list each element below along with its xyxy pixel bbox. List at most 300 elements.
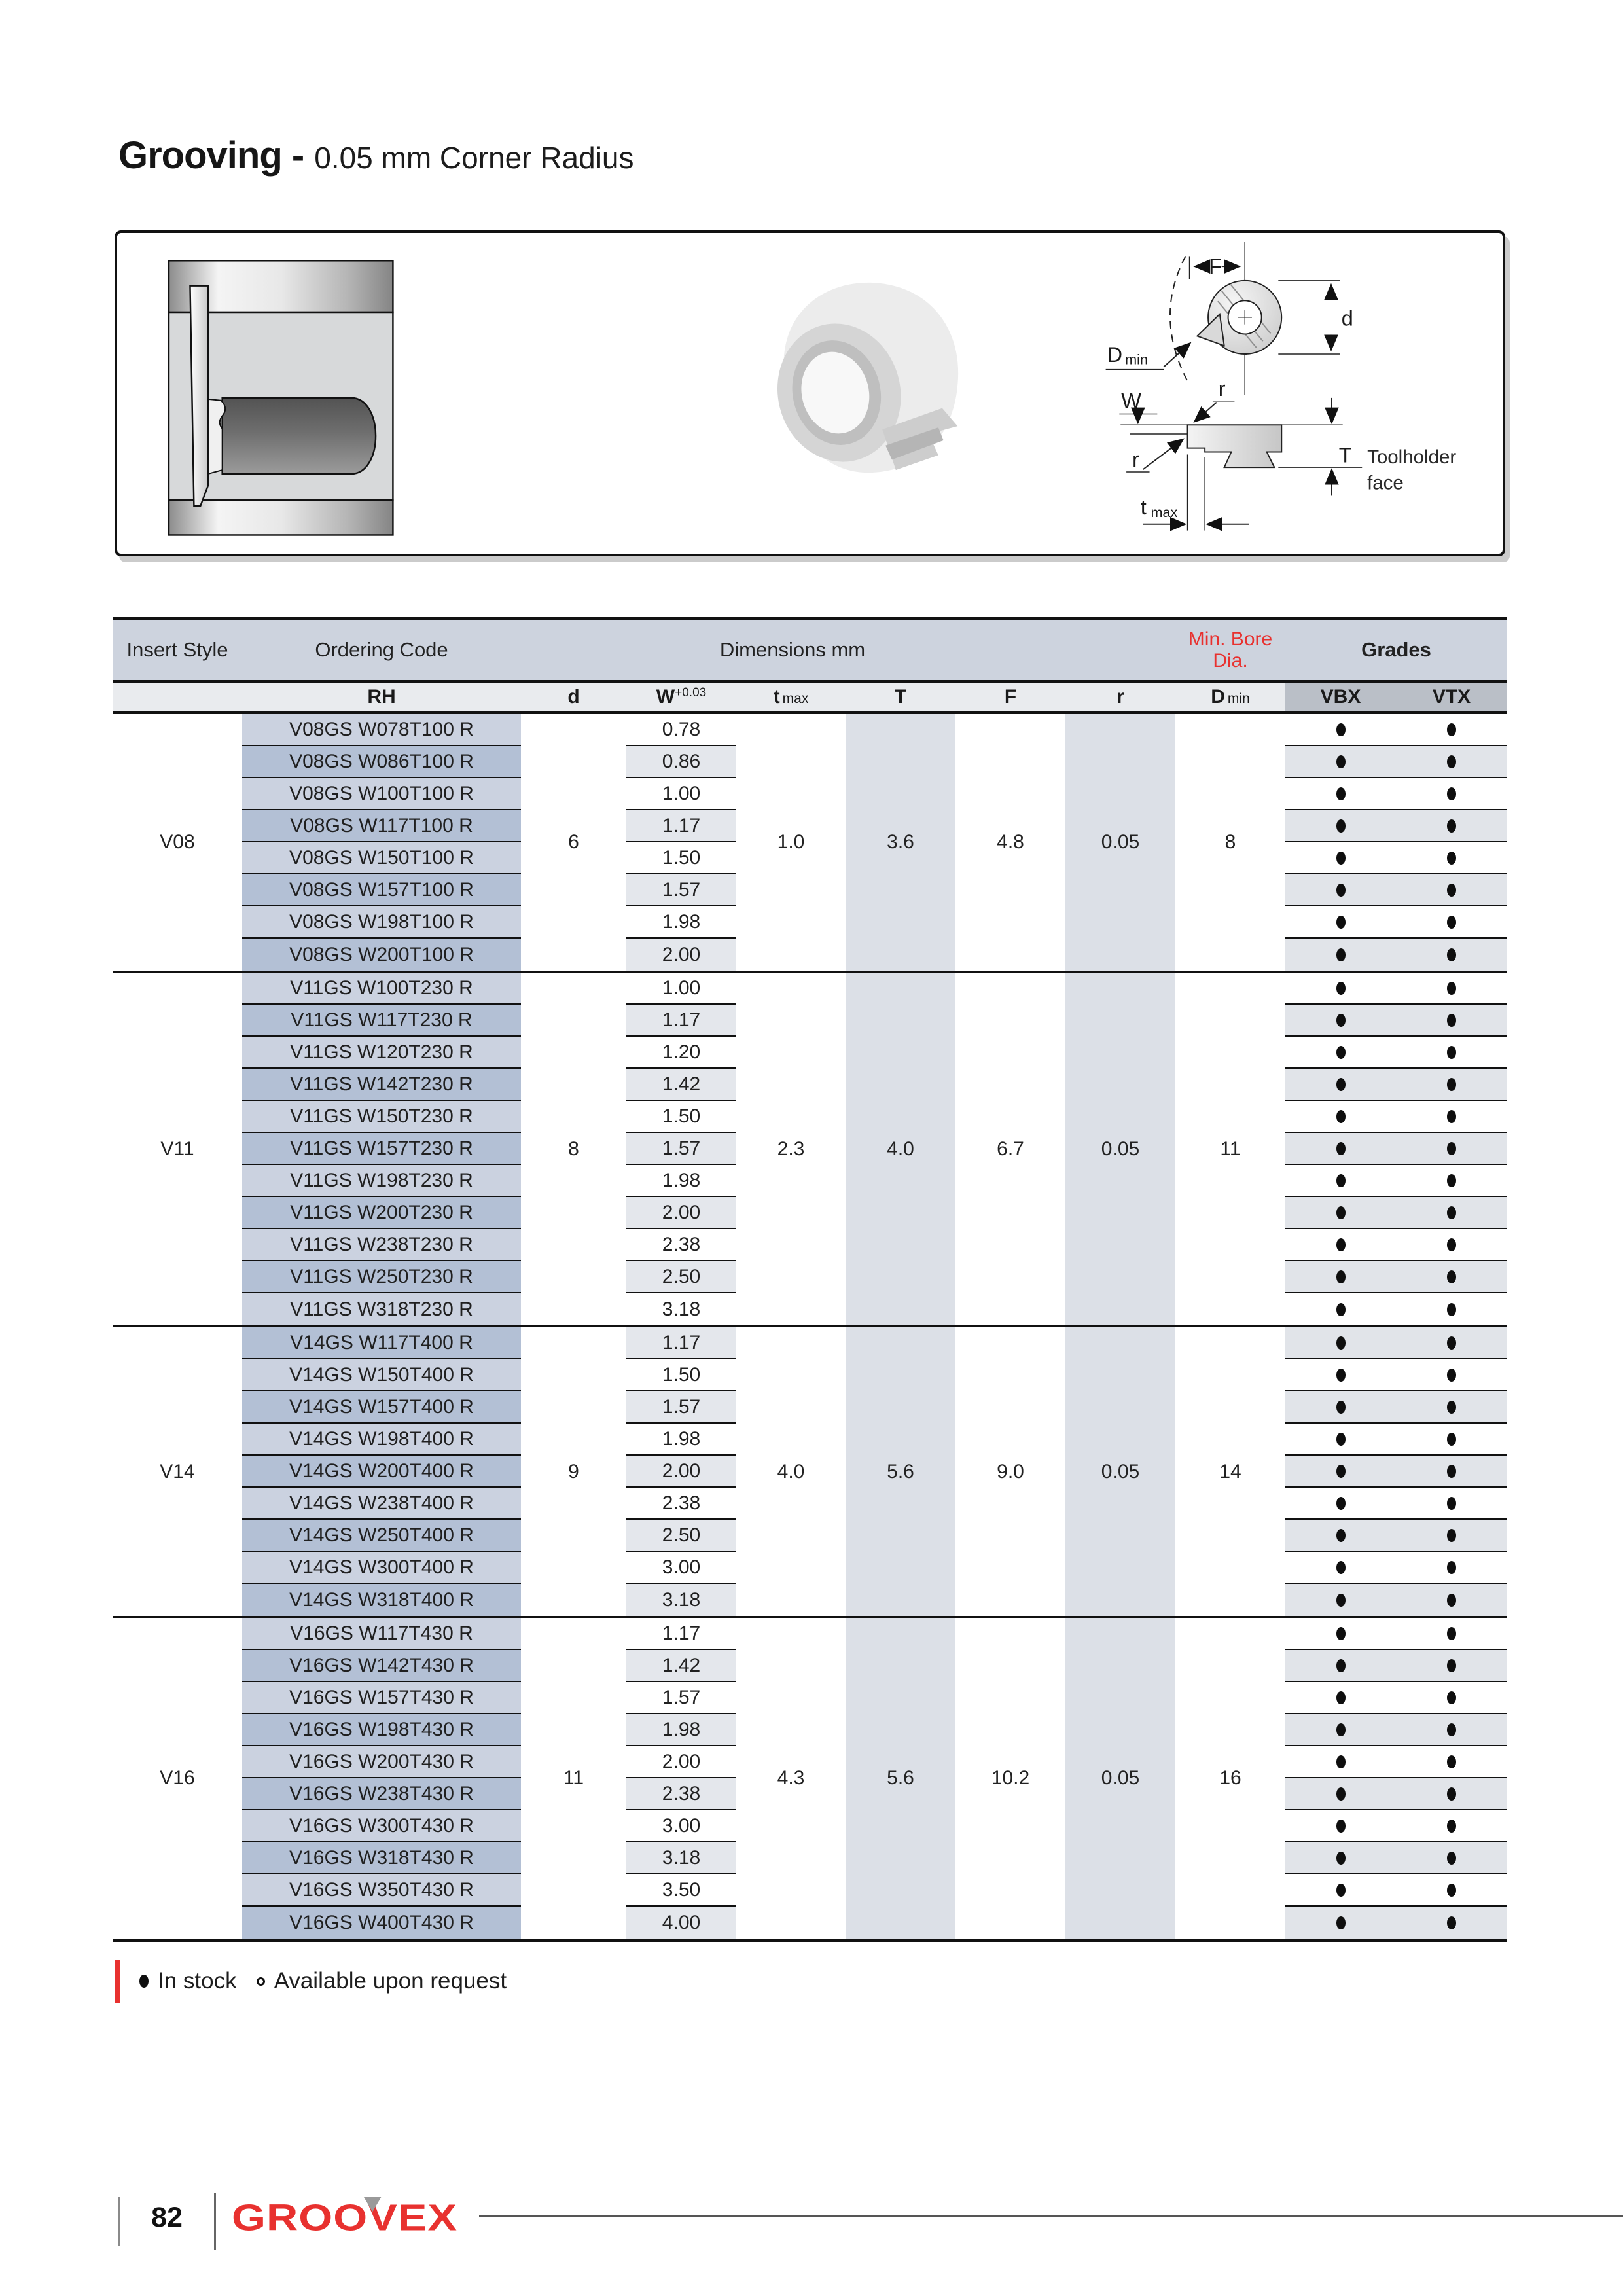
ordering-code-cell: V16GS W300T430 R (242, 1810, 521, 1842)
width-value-cell: 3.18 (626, 1584, 736, 1616)
width-value-cell: 1.17 (626, 1005, 736, 1037)
grade-vtx-cell (1396, 1907, 1507, 1939)
grade-vbx-cell (1285, 906, 1396, 939)
grade-vbx-cell (1285, 1293, 1396, 1325)
ordering-code-cell: V08GS W086T100 R (242, 746, 521, 778)
dim-dmin-value: 11 (1175, 973, 1285, 1325)
grade-vtx-cell (1396, 1133, 1507, 1165)
ordering-code-cell: V08GS W157T100 R (242, 874, 521, 906)
width-value-cell: 1.00 (626, 778, 736, 810)
header-ordering-code: Ordering Code (315, 638, 448, 661)
in-stock-dot-icon (1447, 1820, 1456, 1833)
brand-logo-text: GROOVEX (232, 2197, 458, 2238)
in-stock-dot-icon (1336, 1594, 1346, 1607)
grade-vbx-cell (1285, 1778, 1396, 1810)
insert-front-view-diagram (1106, 242, 1353, 395)
ordering-code-cell: V16GS W142T430 R (242, 1650, 521, 1682)
figure-box (115, 230, 1505, 556)
in-stock-dot-icon (1447, 755, 1456, 768)
grade-vtx-cell (1396, 842, 1507, 874)
in-stock-dot-icon (1447, 1916, 1456, 1929)
dim-dmin-value: 16 (1175, 1618, 1285, 1939)
grade-vtx-cell (1396, 1197, 1507, 1229)
dim-d-value: 6 (521, 714, 626, 971)
width-value-cell: 1.17 (626, 1618, 736, 1650)
ordering-code-cell: V14GS W318T400 R (242, 1584, 521, 1616)
header-blank (113, 683, 242, 711)
grade-vbx-cell (1285, 1618, 1396, 1650)
width-value-cell: 4.00 (626, 1907, 736, 1939)
ordering-code-cell: V14GS W300T400 R (242, 1552, 521, 1584)
in-stock-dot-icon (1336, 1369, 1346, 1382)
grade-vbx-cell (1285, 810, 1396, 842)
grade-vtx-cell (1396, 973, 1507, 1005)
in-stock-dot-icon (1447, 1110, 1456, 1123)
header-min-bore-line2: Dia. (1213, 650, 1248, 672)
grade-vtx-cell (1396, 746, 1507, 778)
width-value-cell: 2.50 (626, 1261, 736, 1293)
ordering-code-cell: V08GS W150T100 R (242, 842, 521, 874)
table-group-V08 (113, 714, 1507, 973)
grade-vtx-cell (1396, 714, 1507, 746)
width-value-cell: 2.00 (626, 1456, 736, 1488)
grade-vtx-cell (1396, 1069, 1507, 1101)
grade-vtx-cell (1396, 1488, 1507, 1520)
dim-F-value: 6.7 (955, 973, 1065, 1325)
label-W: W (1121, 389, 1141, 413)
stock-legend (115, 1958, 507, 2004)
width-value-cell: 3.18 (626, 1293, 736, 1325)
width-value-cell: 2.00 (626, 939, 736, 971)
grade-vbx-cell (1285, 1488, 1396, 1520)
grade-vtx-cell (1396, 1229, 1507, 1261)
grade-vbx-cell (1285, 778, 1396, 810)
grade-vbx-cell (1285, 939, 1396, 971)
in-stock-dot-icon (1447, 1078, 1456, 1091)
cross-section-drawing (169, 260, 393, 535)
grade-vtx-cell (1396, 1456, 1507, 1488)
brand-logo (232, 2197, 457, 2239)
label-r-bottom: r (1132, 448, 1139, 472)
insert-style-label: V11 (113, 973, 242, 1325)
legend-red-bar (115, 1960, 120, 2003)
grade-vbx-cell (1285, 1746, 1396, 1778)
ordering-code-cell: V08GS W078T100 R (242, 714, 521, 746)
width-value-cell: 1.98 (626, 1714, 736, 1746)
grade-vtx-cell (1396, 906, 1507, 939)
in-stock-dot-icon (1447, 1014, 1456, 1027)
in-stock-dot-icon (1447, 948, 1456, 961)
in-stock-dot-icon (1336, 1078, 1346, 1091)
spec-table (113, 617, 1507, 1942)
width-value-cell: 2.00 (626, 1746, 736, 1778)
dim-T-value: 3.6 (846, 714, 955, 971)
in-stock-dot-icon (1447, 1401, 1456, 1414)
grade-vbx-cell (1285, 1327, 1396, 1359)
width-value-cell: 1.57 (626, 874, 736, 906)
grade-vbx-cell (1285, 1005, 1396, 1037)
ordering-code-cell: V11GS W157T230 R (242, 1133, 521, 1165)
in-stock-dot-icon (1447, 1142, 1456, 1155)
grade-vtx-cell (1396, 1261, 1507, 1293)
header-vtx: VTX (1396, 683, 1507, 711)
width-value-cell: 3.18 (626, 1842, 736, 1874)
in-stock-dot-icon (1447, 1369, 1456, 1382)
dim-r-value: 0.05 (1065, 1618, 1175, 1939)
in-stock-dot-icon (1447, 1497, 1456, 1510)
table-group-V14 (113, 1327, 1507, 1618)
ordering-code-cell: V08GS W100T100 R (242, 778, 521, 810)
width-value-cell: 1.17 (626, 1327, 736, 1359)
in-stock-dot-icon (1447, 1174, 1456, 1187)
in-stock-dot-icon (139, 1975, 149, 1988)
grade-vtx-cell (1396, 778, 1507, 810)
grade-vbx-cell (1285, 1165, 1396, 1197)
in-stock-dot-icon (1447, 1433, 1456, 1446)
grade-vtx-cell (1396, 810, 1507, 842)
grade-vtx-cell (1396, 1293, 1507, 1325)
in-stock-dot-icon (1336, 1433, 1346, 1446)
dim-T-value: 5.6 (846, 1618, 955, 1939)
grade-vtx-cell (1396, 1552, 1507, 1584)
in-stock-dot-icon (1336, 1723, 1346, 1736)
grade-vbx-cell (1285, 842, 1396, 874)
grade-vtx-cell (1396, 1682, 1507, 1714)
technical-figure (117, 233, 1503, 554)
in-stock-dot-icon (1447, 982, 1456, 995)
in-stock-dot-icon (1447, 1238, 1456, 1251)
width-value-cell: 1.50 (626, 842, 736, 874)
grade-vbx-cell (1285, 1874, 1396, 1907)
in-stock-dot-icon (1336, 1916, 1346, 1929)
header-F: F (1004, 686, 1017, 708)
grade-vbx-cell (1285, 1907, 1396, 1939)
width-value-cell: 3.00 (626, 1552, 736, 1584)
grade-vtx-cell (1396, 1810, 1507, 1842)
width-value-cell: 2.00 (626, 1197, 736, 1229)
header-dimensions-mm: Dimensions mm (719, 638, 866, 661)
ordering-code-cell: V14GS W250T400 R (242, 1520, 521, 1552)
grade-vbx-cell (1285, 1037, 1396, 1069)
dim-T-value: 4.0 (846, 973, 955, 1325)
page-title-subtitle: 0.05 mm Corner Radius (314, 141, 634, 175)
in-stock-dot-icon (1336, 1110, 1346, 1123)
grade-vbx-cell (1285, 1229, 1396, 1261)
grade-vtx-cell (1396, 1778, 1507, 1810)
ordering-code-cell: V16GS W117T430 R (242, 1618, 521, 1650)
in-stock-dot-icon (1336, 1691, 1346, 1704)
insert-3d-render (763, 283, 958, 475)
width-value-cell: 1.57 (626, 1133, 736, 1165)
ordering-code-cell: V08GS W117T100 R (242, 810, 521, 842)
width-value-cell: 2.50 (626, 1520, 736, 1552)
in-stock-dot-icon (1336, 1497, 1346, 1510)
width-value-cell: 1.57 (626, 1391, 736, 1424)
in-stock-dot-icon (1447, 1627, 1456, 1640)
label-t-max: t (1140, 495, 1147, 519)
width-value-cell: 1.50 (626, 1359, 736, 1391)
grade-vbx-cell (1285, 1133, 1396, 1165)
in-stock-dot-icon (1447, 723, 1456, 736)
dim-r-value: 0.05 (1065, 1327, 1175, 1616)
in-stock-dot-icon (1447, 852, 1456, 865)
width-value-cell: 2.38 (626, 1229, 736, 1261)
ordering-code-cell: V11GS W100T230 R (242, 973, 521, 1005)
in-stock-dot-icon (1336, 1014, 1346, 1027)
ordering-code-cell: V16GS W157T430 R (242, 1682, 521, 1714)
grade-vbx-cell (1285, 1682, 1396, 1714)
width-value-cell: 1.42 (626, 1650, 736, 1682)
grade-vbx-cell (1285, 1842, 1396, 1874)
in-stock-dot-icon (1447, 1529, 1456, 1542)
grade-vtx-cell (1396, 1650, 1507, 1682)
grade-vbx-cell (1285, 973, 1396, 1005)
grade-vtx-cell (1396, 1520, 1507, 1552)
insert-style-label: V14 (113, 1327, 242, 1616)
in-stock-dot-icon (1336, 1465, 1346, 1478)
grade-vtx-cell (1396, 1746, 1507, 1778)
ordering-code-cell: V08GS W200T100 R (242, 939, 521, 971)
dim-F-value: 10.2 (955, 1618, 1065, 1939)
table-body (113, 714, 1507, 1942)
dim-d-value: 11 (521, 1618, 626, 1939)
ordering-code-cell: V11GS W318T230 R (242, 1293, 521, 1325)
header-d-min (1175, 683, 1285, 711)
header-w (626, 683, 736, 711)
header-w-tolerance: +0.03 (675, 686, 707, 700)
header-rh: RH (367, 686, 396, 708)
ordering-code-cell: V16GS W198T430 R (242, 1714, 521, 1746)
in-stock-dot-icon (1336, 755, 1346, 768)
in-stock-dot-icon (1447, 1755, 1456, 1768)
dim-F-value: 9.0 (955, 1327, 1065, 1616)
width-value-cell: 3.50 (626, 1874, 736, 1907)
grade-vbx-cell (1285, 1359, 1396, 1391)
dim-dmin-value: 8 (1175, 714, 1285, 971)
in-stock-dot-icon (1336, 1174, 1346, 1187)
dim-dmin-value: 14 (1175, 1327, 1285, 1616)
grade-vbx-cell (1285, 874, 1396, 906)
table-header-row-columns (113, 680, 1507, 714)
grade-vbx-cell (1285, 1810, 1396, 1842)
ordering-code-cell: V11GS W117T230 R (242, 1005, 521, 1037)
insert-style-label: V16 (113, 1618, 242, 1939)
in-stock-dot-icon (1447, 787, 1456, 800)
grade-vtx-cell (1396, 1101, 1507, 1133)
ordering-code-cell: V11GS W142T230 R (242, 1069, 521, 1101)
table-group-V16 (113, 1618, 1507, 1942)
ordering-code-cell: V14GS W238T400 R (242, 1488, 521, 1520)
ordering-code-cell: V16GS W400T430 R (242, 1907, 521, 1939)
in-stock-dot-icon (1336, 1142, 1346, 1155)
footer-divider-mid (214, 2193, 216, 2250)
in-stock-dot-icon (1447, 819, 1456, 833)
in-stock-dot-icon (1336, 948, 1346, 961)
grade-vbx-cell (1285, 1101, 1396, 1133)
width-value-cell: 2.38 (626, 1778, 736, 1810)
label-d: d (1341, 306, 1353, 331)
header-dmin-main: D (1211, 686, 1225, 708)
ordering-code-cell: V16GS W238T430 R (242, 1778, 521, 1810)
dim-r-value: 0.05 (1065, 714, 1175, 971)
grade-vtx-cell (1396, 1005, 1507, 1037)
grade-vbx-cell (1285, 1197, 1396, 1229)
grade-vtx-cell (1396, 1618, 1507, 1650)
label-F: F (1209, 254, 1222, 278)
grade-vtx-cell (1396, 1584, 1507, 1616)
grade-vbx-cell (1285, 1584, 1396, 1616)
grade-vbx-cell (1285, 1391, 1396, 1424)
ordering-code-cell: V11GS W238T230 R (242, 1229, 521, 1261)
in-stock-dot-icon (1336, 1336, 1346, 1350)
width-value-cell: 0.78 (626, 714, 736, 746)
grade-vbx-cell (1285, 1069, 1396, 1101)
in-stock-dot-icon (1336, 1561, 1346, 1574)
in-stock-dot-icon (1336, 852, 1346, 865)
width-value-cell: 1.98 (626, 906, 736, 939)
grade-vtx-cell (1396, 1842, 1507, 1874)
ordering-code-cell: V08GS W198T100 R (242, 906, 521, 939)
in-stock-dot-icon (1336, 787, 1346, 800)
in-stock-dot-icon (1447, 1465, 1456, 1478)
ordering-code-cell: V16GS W200T430 R (242, 1746, 521, 1778)
in-stock-dot-icon (1447, 1303, 1456, 1316)
width-value-cell: 1.98 (626, 1165, 736, 1197)
label-toolholder-line2: face (1367, 472, 1404, 494)
dim-r-value: 0.05 (1065, 973, 1175, 1325)
in-stock-dot-icon (1336, 1529, 1346, 1542)
in-stock-dot-icon (1447, 1884, 1456, 1897)
header-t-max (736, 683, 846, 711)
ordering-code-cell: V14GS W117T400 R (242, 1327, 521, 1359)
grade-vtx-cell (1396, 1327, 1507, 1359)
table-group-V11 (113, 973, 1507, 1327)
dim-T-value: 5.6 (846, 1327, 955, 1616)
width-value-cell: 3.00 (626, 1810, 736, 1842)
page-title (118, 134, 634, 177)
in-stock-dot-icon (1336, 1787, 1346, 1801)
header-dmin-sub: min (1227, 691, 1250, 706)
legend-available-label: Available upon request (274, 1968, 507, 1994)
in-stock-dot-icon (1336, 723, 1346, 736)
grade-vbx-cell (1285, 746, 1396, 778)
width-value-cell: 1.17 (626, 810, 736, 842)
label-t-max-sub: max (1150, 503, 1178, 520)
grade-vtx-cell (1396, 874, 1507, 906)
in-stock-dot-icon (1447, 1561, 1456, 1574)
ordering-code-cell: V14GS W200T400 R (242, 1456, 521, 1488)
available-circle-icon (257, 1977, 265, 1986)
width-value-cell: 1.00 (626, 973, 736, 1005)
header-min-bore-dia (1175, 620, 1285, 680)
in-stock-dot-icon (1336, 1852, 1346, 1865)
header-t-sub: max (782, 691, 809, 706)
ordering-code-cell: V16GS W350T430 R (242, 1874, 521, 1907)
in-stock-dot-icon (1447, 1659, 1456, 1672)
ordering-code-cell: V16GS W318T430 R (242, 1842, 521, 1874)
ordering-code-cell: V11GS W198T230 R (242, 1165, 521, 1197)
grade-vbx-cell (1285, 1650, 1396, 1682)
label-r-top: r (1218, 376, 1226, 401)
width-value-cell: 1.57 (626, 1682, 736, 1714)
page-title-bold: Grooving - (118, 134, 304, 177)
ordering-code-cell: V14GS W198T400 R (242, 1424, 521, 1456)
in-stock-dot-icon (1447, 916, 1456, 929)
in-stock-dot-icon (1336, 916, 1346, 929)
header-T: T (894, 686, 907, 708)
grade-vbx-cell (1285, 1456, 1396, 1488)
in-stock-dot-icon (1447, 1691, 1456, 1704)
header-insert-style: Insert Style (126, 638, 228, 661)
in-stock-dot-icon (1447, 1787, 1456, 1801)
in-stock-dot-icon (1336, 1884, 1346, 1897)
in-stock-dot-icon (1336, 1206, 1346, 1219)
table-header-row-groups (113, 617, 1507, 680)
width-value-cell: 1.42 (626, 1069, 736, 1101)
width-value-cell: 0.86 (626, 746, 736, 778)
width-value-cell: 2.38 (626, 1488, 736, 1520)
page-number: 82 (151, 2202, 183, 2233)
grade-vtx-cell (1396, 1165, 1507, 1197)
grade-vbx-cell (1285, 1552, 1396, 1584)
in-stock-dot-icon (1447, 1270, 1456, 1283)
footer-divider-left (118, 2197, 120, 2246)
header-vbx: VBX (1285, 683, 1396, 711)
dim-F-value: 4.8 (955, 714, 1065, 971)
dim-d-value: 8 (521, 973, 626, 1325)
in-stock-dot-icon (1336, 1820, 1346, 1833)
ordering-code-cell: V11GS W250T230 R (242, 1261, 521, 1293)
grade-vtx-cell (1396, 1714, 1507, 1746)
in-stock-dot-icon (1336, 1627, 1346, 1640)
label-D-min-sub: min (1125, 351, 1148, 368)
in-stock-dot-icon (1447, 1336, 1456, 1350)
dim-tmax-value: 4.3 (736, 1618, 846, 1939)
ordering-code-cell: V14GS W157T400 R (242, 1391, 521, 1424)
grade-vtx-cell (1396, 1424, 1507, 1456)
in-stock-dot-icon (1447, 1046, 1456, 1059)
ordering-code-cell: V11GS W200T230 R (242, 1197, 521, 1229)
in-stock-dot-icon (1336, 1238, 1346, 1251)
in-stock-dot-icon (1447, 1206, 1456, 1219)
in-stock-dot-icon (1447, 1723, 1456, 1736)
width-value-cell: 1.50 (626, 1101, 736, 1133)
footer-rule (479, 2215, 1623, 2217)
in-stock-dot-icon (1447, 1594, 1456, 1607)
in-stock-dot-icon (1336, 1046, 1346, 1059)
dim-tmax-value: 1.0 (736, 714, 846, 971)
ordering-code-cell: V14GS W150T400 R (242, 1359, 521, 1391)
header-d: d (567, 686, 580, 708)
label-T: T (1338, 443, 1352, 467)
grade-vbx-cell (1285, 1261, 1396, 1293)
grade-vtx-cell (1396, 1359, 1507, 1391)
in-stock-dot-icon (1336, 819, 1346, 833)
legend-in-stock-label: In stock (158, 1968, 237, 1994)
grade-vbx-cell (1285, 1714, 1396, 1746)
in-stock-dot-icon (1336, 982, 1346, 995)
width-value-cell: 1.20 (626, 1037, 736, 1069)
ordering-code-cell: V11GS W150T230 R (242, 1101, 521, 1133)
dim-tmax-value: 2.3 (736, 973, 846, 1325)
grade-vtx-cell (1396, 1874, 1507, 1907)
insert-style-label: V08 (113, 714, 242, 971)
label-toolholder-line1: Toolholder (1367, 446, 1457, 469)
dim-tmax-value: 4.0 (736, 1327, 846, 1616)
header-w-main: W (656, 686, 675, 708)
label-D-min: D (1107, 342, 1123, 367)
in-stock-dot-icon (1447, 1852, 1456, 1865)
